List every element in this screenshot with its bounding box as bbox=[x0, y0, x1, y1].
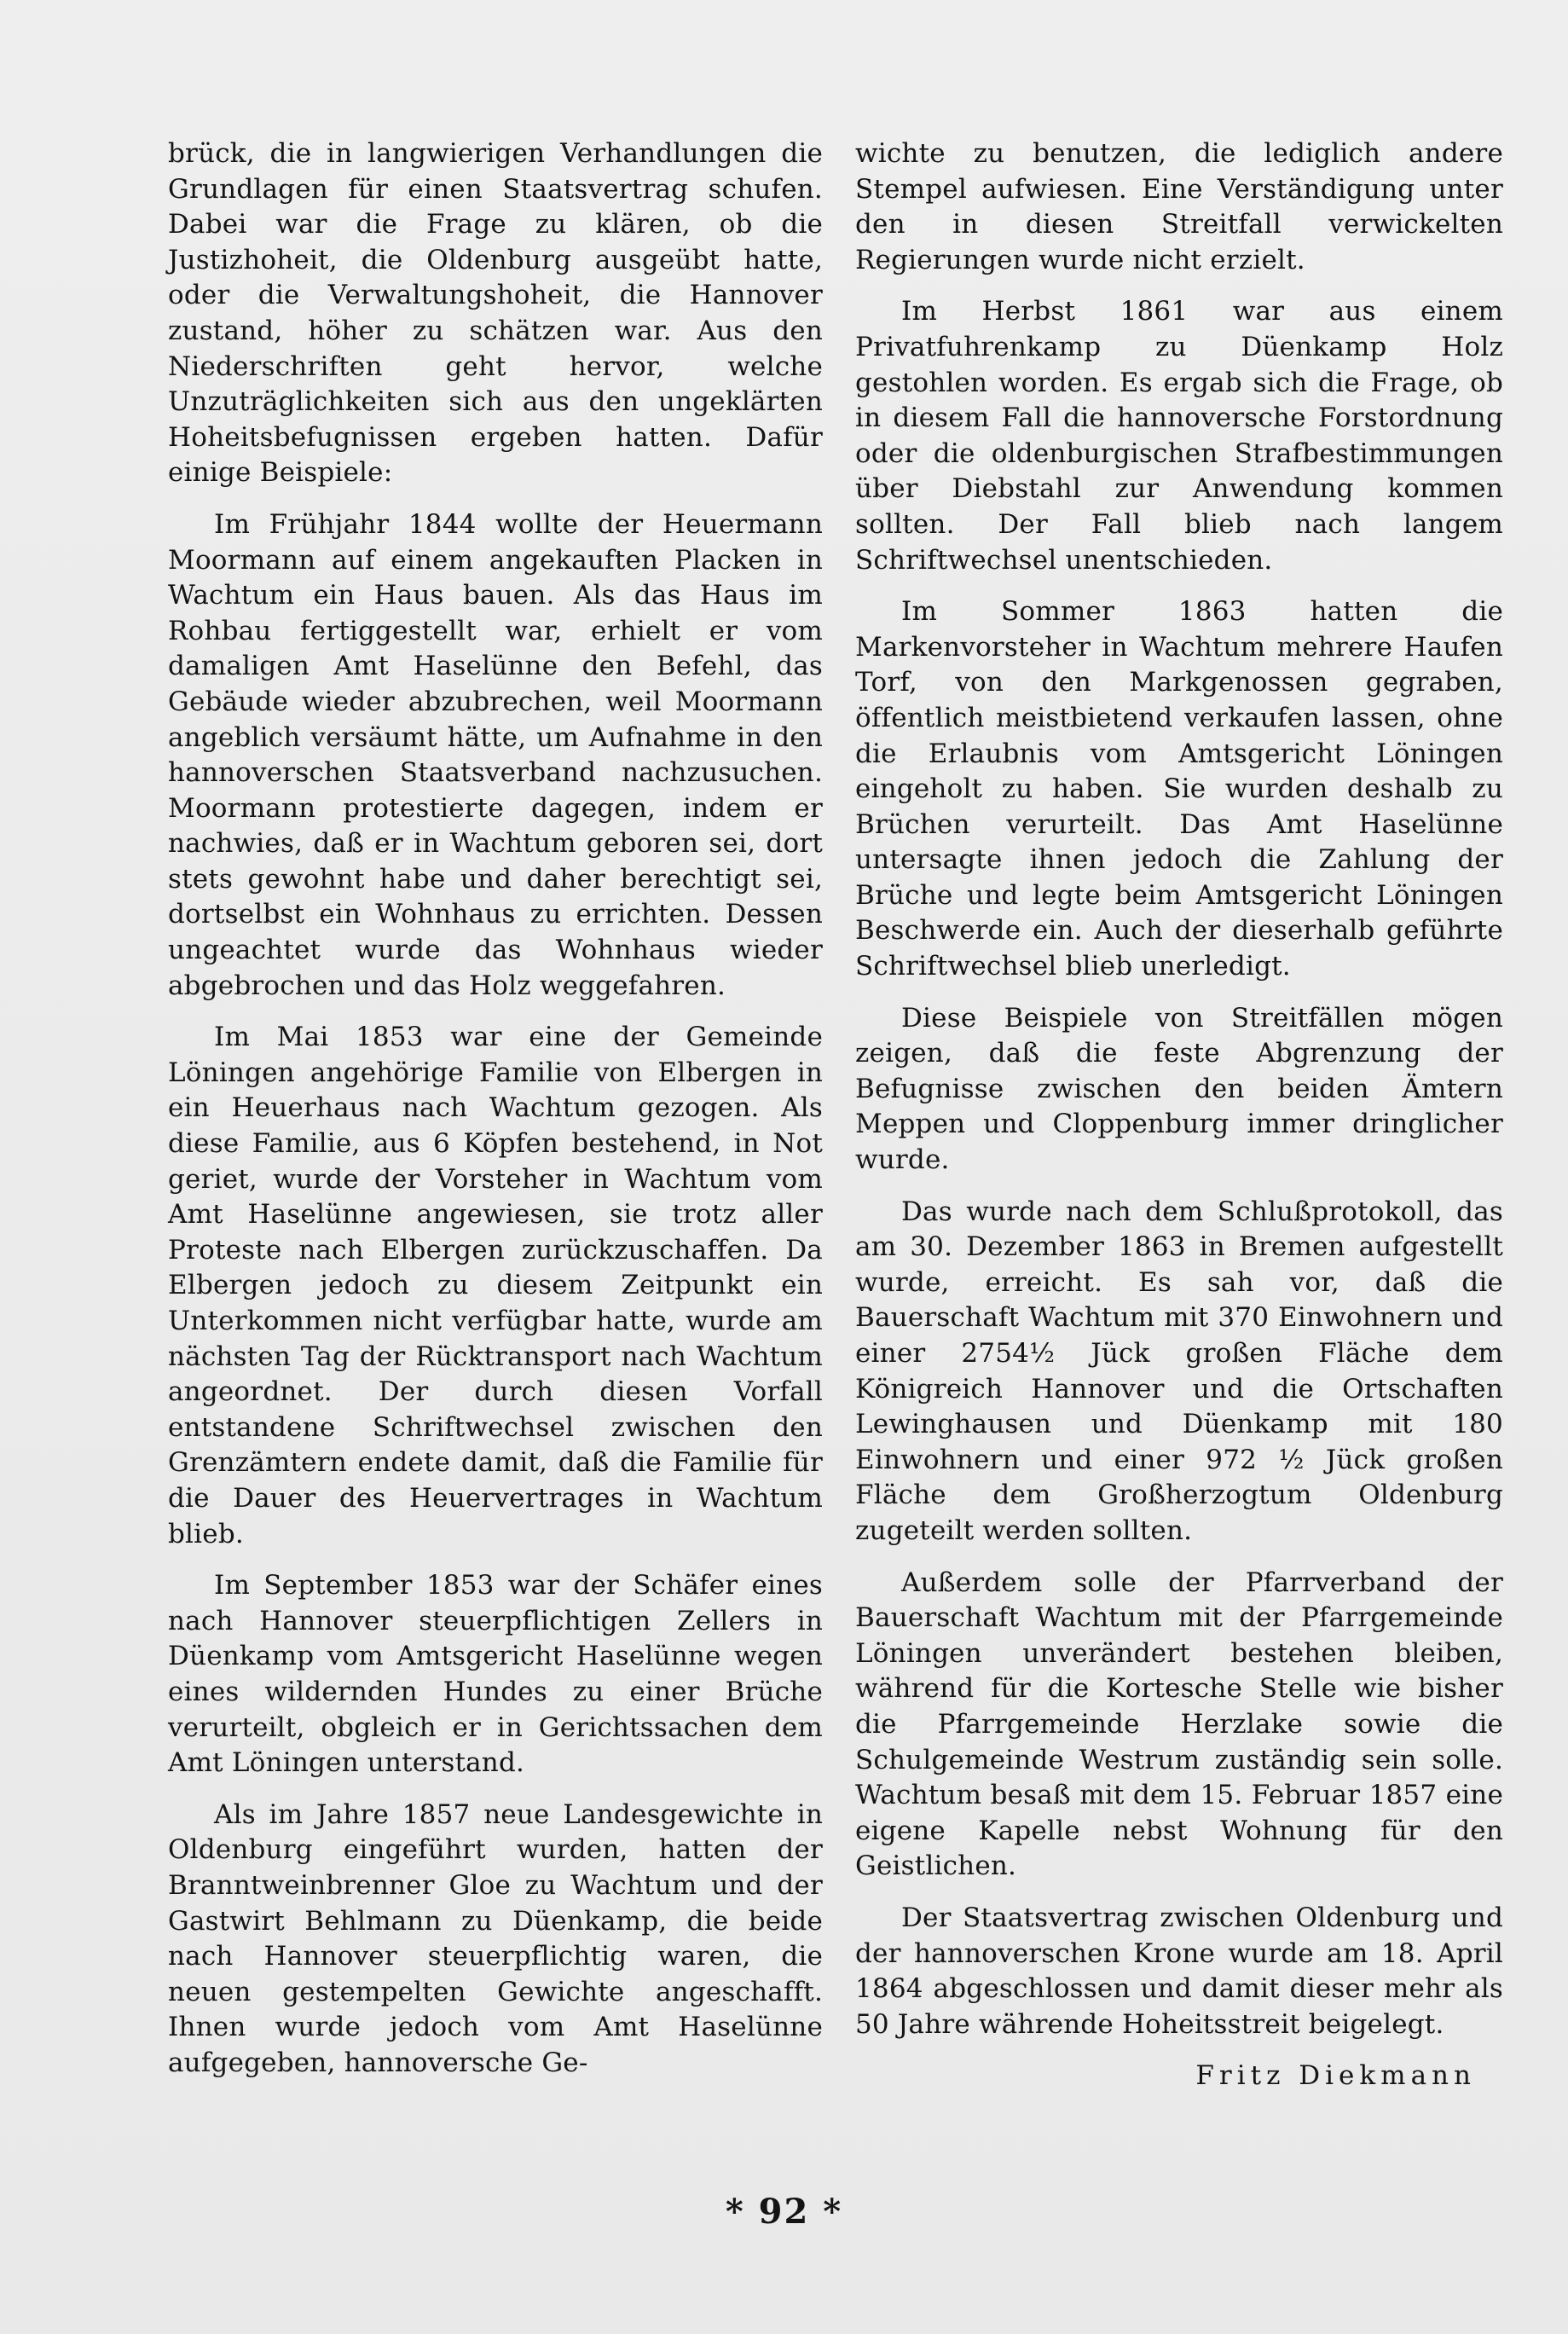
paragraph: Im Herbst 1861 war aus einem Privatfuhrenkamp zu Düenkamp Holz gestohlen worden. Es ergab sich die Frage, ob in diesem Fall die hannoversche Forstordnung oder die oldenburgischen Strafbestimmungen über Diebstahl zur Anwendung kommen sollten. Der Fall blieb nach langem Schriftwechsel unentschieden. bbox=[855, 296, 1503, 576]
paragraph: Im Sommer 1863 hatten die Markenvorsteher in Wachtum mehrere Haufen Torf, von den Markgenossen gegraben, öffentlich meistbietend verkaufen lassen, ohne die Erlaubnis vom Amtsgericht Löningen eingeholt zu haben. Sie wurden deshalb zu Brüchen verurteilt. Das Amt Haselünne untersagte ihnen jedoch die Zahlung der Brüche und legte beim Amtsgericht Löningen Beschwerde ein. Auch der dieserhalb geführte Schriftwechsel blieb unerledigt. bbox=[855, 596, 1503, 982]
paragraph: Außerdem solle der Pfarrverband der Bauerschaft Wachtum mit der Pfarrgemeinde Löningen unverändert bestehen bleiben, während für die Kortesche Stelle wie bisher die Pfarrgemeinde Herzlake sowie die Schulgemeinde Westrum zuständig sein solle. Wachtum besaß mit dem 15. Februar 1857 eine eigene Kapelle nebst Wohnung für den Geistlichen. bbox=[855, 1567, 1503, 1882]
paragraph: Im Frühjahr 1844 wollte der Heuermann Moormann auf einem angekauften Placken in Wachtum ein Haus bauen. Als das Haus im Rohbau fertiggestellt war, erhielt er vom damaligen Amt Haselünne den Befehl, das Gebäude wieder abzubrechen, weil Moormann angeblich versäumt hätte, um Aufnahme in den hannoverschen Staatsverband nachzusuchen. Moormann protestierte dagegen, indem er nachwies, daß er in Wachtum geboren sei, dort stets gewohnt habe und daher berechtigt sei, dortselbst ein Wohnhaus zu errichten. Dessen ungeachtet wurde das Wohnhaus wieder abgebrochen und das Holz weggefahren. bbox=[168, 508, 823, 1001]
paragraph: Im Mai 1853 war eine der Gemeinde Löningen angehörige Familie von Elbergen in ein Heuerhaus nach Wachtum gezogen. Als diese Familie, aus 6 Köpfen bestehend, in Not geriet, wurde der Vorsteher in Wachtum vom Amt Haselünne angewiesen, sie trotz aller Proteste nach Elbergen zurückzuschaffen. Da Elbergen jedoch zu diesem Zeitpunkt ein Unterkommen nicht verfügbar hatte, wurde am nächsten Tag der Rücktransport nach Wachtum angeordnet. Der durch diesen Vorfall entstandene Schriftwechsel zwischen den Grenzämtern endete damit, daß die Familie für die Dauer des Heuervertrages in Wachtum blieb. bbox=[168, 1022, 823, 1549]
paragraph: Im September 1853 war der Schäfer eines nach Hannover steuerpflichtigen Zellers in Düenkamp vom Amtsgericht Haselünne wegen eines wildernden Hundes zu einer Brüche verurteilt, obgleich er in Gerichtssachen dem Amt Löningen unterstand. bbox=[168, 1570, 823, 1779]
page-number: * 92 * bbox=[725, 2192, 843, 2232]
paragraph: Als im Jahre 1857 neue Landesgewichte in Oldenburg eingeführt wurden, hatten der Branntweinbrenner Gloe zu Wachtum und der Gastwirt Behlmann zu Düenkamp, die beide nach Hannover steuerpflichtig waren, die neuen gestempelten Gewichte angeschafft. Ihnen wurde jedoch vom Amt Haselünne aufgegeben, hannoversche Ge- bbox=[168, 1798, 823, 2078]
paragraph: Diese Beispiele von Streitfällen mögen zeigen, daß die feste Abgrenzung der Befugnisse zwischen den beiden Ämtern Meppen und Cloppenburg immer dringlicher wurde. bbox=[855, 1002, 1503, 1176]
right-text-column bbox=[855, 136, 1503, 2094]
author-signature: Fritz Diekmann bbox=[1195, 2060, 1476, 2092]
paragraph: brück, die in langwierigen Verhandlungen die Grundlagen für einen Staatsvertrag schufen. Dabei war die Frage zu klären, ob die Justizhoheit, die Oldenburg ausgeübt hatte, oder die Verwaltungshoheit, die Hannover zustand, höher zu schätzen war. Aus den Niederschriften geht hervor, welche Unzuträglichkeiten sich aus den ungeklärten Hoheitsbefugnissen ergeben hatten. Dafür einige Beispiele: bbox=[168, 138, 823, 489]
left-text-column bbox=[168, 136, 823, 2097]
paragraph: Der Staatsvertrag zwischen Oldenburg und der hannoverschen Krone wurde am 18. April 1864 abgeschlossen und damit dieser mehr als 50 Jahre währende Hoheitsstreit beigelegt. bbox=[855, 1902, 1503, 2040]
paragraph: wichte zu benutzen, die lediglich andere Stempel aufwiesen. Eine Verständigung unter den in diesen Streitfall verwickelten Regierungen wurde nicht erzielt. bbox=[855, 138, 1503, 275]
paragraph: Das wurde nach dem Schlußprotokoll, das am 30. Dezember 1863 in Bremen aufgestellt wurde, erreicht. Es sah vor, daß die Bauerschaft Wachtum mit 370 Einwohnern und einer 2754½ Jück großen Fläche dem Königreich Hannover und die Ortschaften Lewinghausen und Düenkamp mit 180 Einwohnern und einer 972 ½ Jück großen Fläche dem Großherzogtum Oldenburg zugeteilt werden sollten. bbox=[855, 1196, 1503, 1546]
